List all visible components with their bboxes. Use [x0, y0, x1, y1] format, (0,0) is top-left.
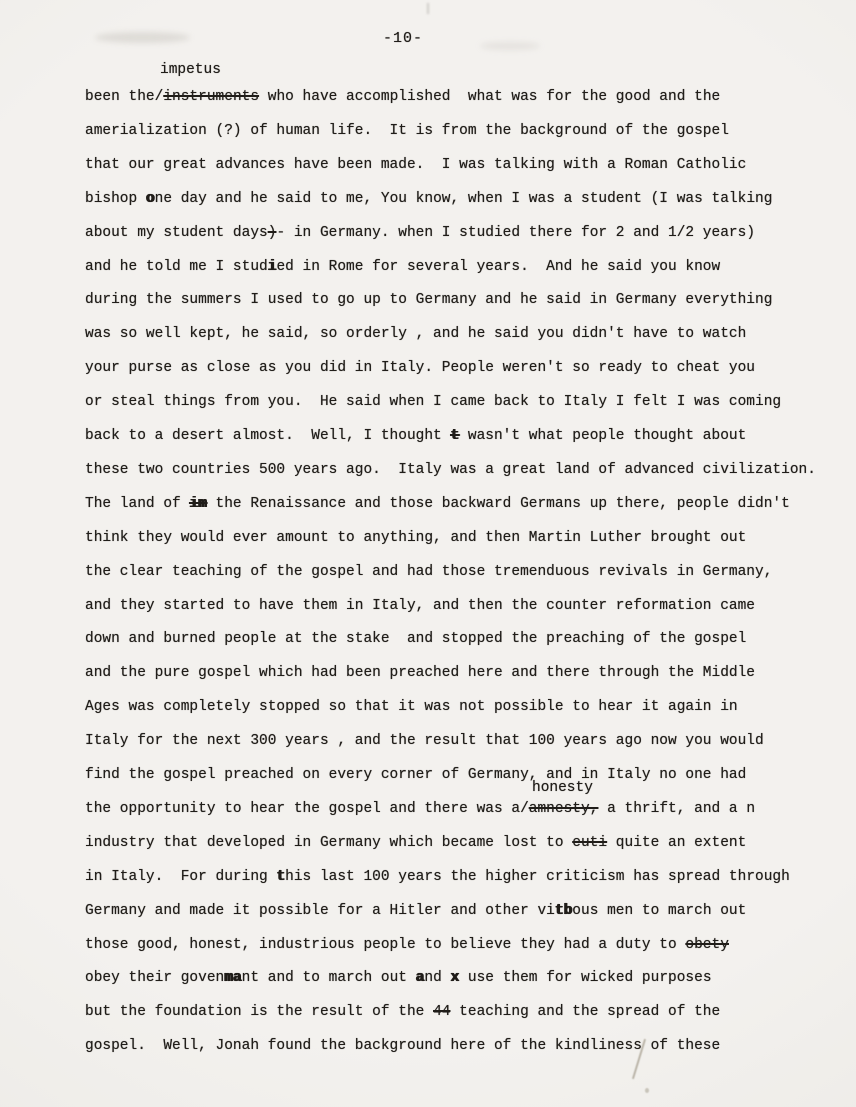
typed-line — [85, 766, 746, 785]
page-number: -10- — [383, 30, 424, 47]
typed-line — [85, 495, 790, 514]
typed-line — [85, 258, 720, 277]
typed-line — [85, 969, 712, 988]
typed-text-ov: ma — [224, 970, 242, 987]
typed-line — [85, 122, 729, 141]
typed-line — [85, 529, 746, 548]
ink-smudge-top-right — [480, 42, 540, 50]
typed-text: use them for wicked purposes — [459, 970, 712, 987]
typed-text: Ages was completely stopped so that it was not possible to hear it again in — [85, 699, 738, 716]
typed-text: the Renaissance and those backward Germans up there, people didn't — [206, 495, 790, 512]
typed-line — [85, 325, 746, 344]
typed-text: a thrift, and a n — [598, 800, 756, 817]
typed-text: but the foundation is the result of the — [85, 1004, 434, 1021]
typed-line — [85, 732, 764, 751]
typed-line — [85, 427, 746, 446]
typed-line — [85, 597, 755, 616]
typed-text: about my student days — [85, 224, 268, 241]
typed-text: or steal things from you. He said when I came back to Italy I felt I was coming — [85, 394, 782, 411]
typed-text: those good, honest, industrious people to believe they had a duty to — [85, 936, 686, 953]
ink-smudge-top-left — [95, 32, 190, 43]
typed-text-st: instruments — [163, 89, 260, 105]
typed-text-ovst: t — [450, 428, 460, 444]
ink-tick-top-center — [427, 3, 429, 14]
typed-text: been the/ — [85, 89, 164, 105]
typed-text: nt and to march out — [241, 970, 416, 987]
typed-text: your purse as close as you did in Italy. People weren't so ready to cheat you — [85, 360, 756, 377]
typed-text: bishop — [85, 190, 146, 207]
typed-line — [85, 664, 755, 683]
typed-text: think they would ever amount to anything, and then Martin Luther brought out — [85, 529, 747, 546]
typed-text: ne day and he said to me, You know, when I was a student (I was talking — [154, 190, 773, 207]
typed-text: amerialization (?) of human life. It is from the background of the gospel — [85, 122, 729, 139]
typed-text: Italy for the next 300 years , and the result that 100 years ago now you would — [85, 733, 764, 750]
typed-line — [85, 698, 738, 717]
typed-text: the clear teaching of the gospel and had those tremenduous revivals in Germany, — [85, 563, 773, 580]
typed-text: these two countries 500 years ago. Italy was a great land of advanced civilization. — [85, 461, 816, 478]
typed-text: - in Germany. when I studied there for 2 and 1/2 years) — [276, 224, 756, 241]
typed-text: obey their goven — [85, 970, 225, 987]
typed-text-st: ) — [267, 224, 277, 241]
typed-text: ous men to march out — [572, 902, 747, 919]
typed-text: in Italy. For during — [85, 868, 277, 885]
typed-text: industry that developed in Germany which became lost to — [85, 834, 573, 851]
typed-text-ovst: im — [189, 495, 207, 512]
typed-text: gospel. Well, Jonah found the background here of the kindliness of these — [85, 1038, 721, 1055]
typed-text-ov: o — [145, 190, 155, 207]
typed-line — [85, 1003, 720, 1022]
typed-text-ov: x — [450, 970, 460, 987]
typed-text: teaching and the spread of the — [450, 1004, 721, 1021]
typed-text: and the pure gospel which had been preached here and there through the Middle — [85, 665, 756, 682]
interlinear-correction-impetus: impetus — [160, 62, 221, 78]
typed-line — [85, 868, 790, 887]
typed-line — [85, 902, 746, 921]
typed-line — [85, 291, 772, 310]
typed-line — [85, 224, 755, 243]
typed-line — [85, 88, 720, 107]
typed-text: and they started to have them in Italy, and then the counter reformation came — [85, 597, 756, 614]
typed-line — [85, 630, 746, 649]
typed-text: his last 100 years the higher criticism has spread through — [285, 868, 790, 885]
typed-text: during the summers I used to go up to Germany and he said in Germany everything — [85, 292, 773, 309]
typed-line — [85, 461, 816, 480]
typed-text: that our great advances have been made. I was talking with a Roman Catholic — [85, 156, 747, 173]
typed-text-st: 44 — [433, 1004, 451, 1021]
typed-text: was so well kept, he said, so orderly , and he said you didn't have to watch — [85, 326, 747, 343]
typed-line — [85, 936, 729, 955]
typed-line — [85, 190, 772, 209]
typed-text: down and burned people at the stake and stopped the preaching of the gospel — [85, 631, 747, 648]
typed-line — [85, 156, 746, 175]
typed-line — [85, 563, 772, 582]
typed-line — [85, 393, 781, 412]
typed-line — [85, 800, 755, 819]
typed-text-st: euti — [572, 834, 608, 851]
typed-text-ov: i — [267, 258, 277, 275]
typed-line — [85, 359, 755, 378]
typed-text: The land of — [85, 495, 190, 512]
typed-text-st: amnesty, — [528, 800, 599, 817]
typed-text: wasn't what people thought about — [459, 428, 747, 444]
typed-text: and he told me I stud — [85, 258, 268, 275]
typed-text: who have accomplished what was for the good and the — [259, 89, 721, 105]
typed-text: back to a desert almost. Well, I thought — [85, 428, 451, 444]
typed-line — [85, 834, 746, 853]
typed-line — [85, 1037, 720, 1056]
typed-text: quite an extent — [607, 834, 747, 851]
typed-text-st: obety — [685, 936, 729, 953]
typed-text: ed in Rome for several years. And he said you know — [276, 258, 721, 275]
interlinear-correction-honesty: honesty — [532, 780, 593, 796]
typed-text: find the gospel preached on every corner of Germany, and in Italy no one had — [85, 767, 747, 783]
typed-text-ov: tb — [554, 902, 573, 919]
pencil-dot-mark — [645, 1088, 649, 1093]
typed-text: the opportunity to hear the gospel and there was a/ — [85, 800, 529, 817]
typed-text-ov: a — [415, 970, 425, 987]
typed-text-ov: t — [276, 868, 286, 885]
typed-text: Germany and made it possible for a Hitler and other vi — [85, 902, 555, 919]
typed-text: nd — [424, 970, 451, 987]
